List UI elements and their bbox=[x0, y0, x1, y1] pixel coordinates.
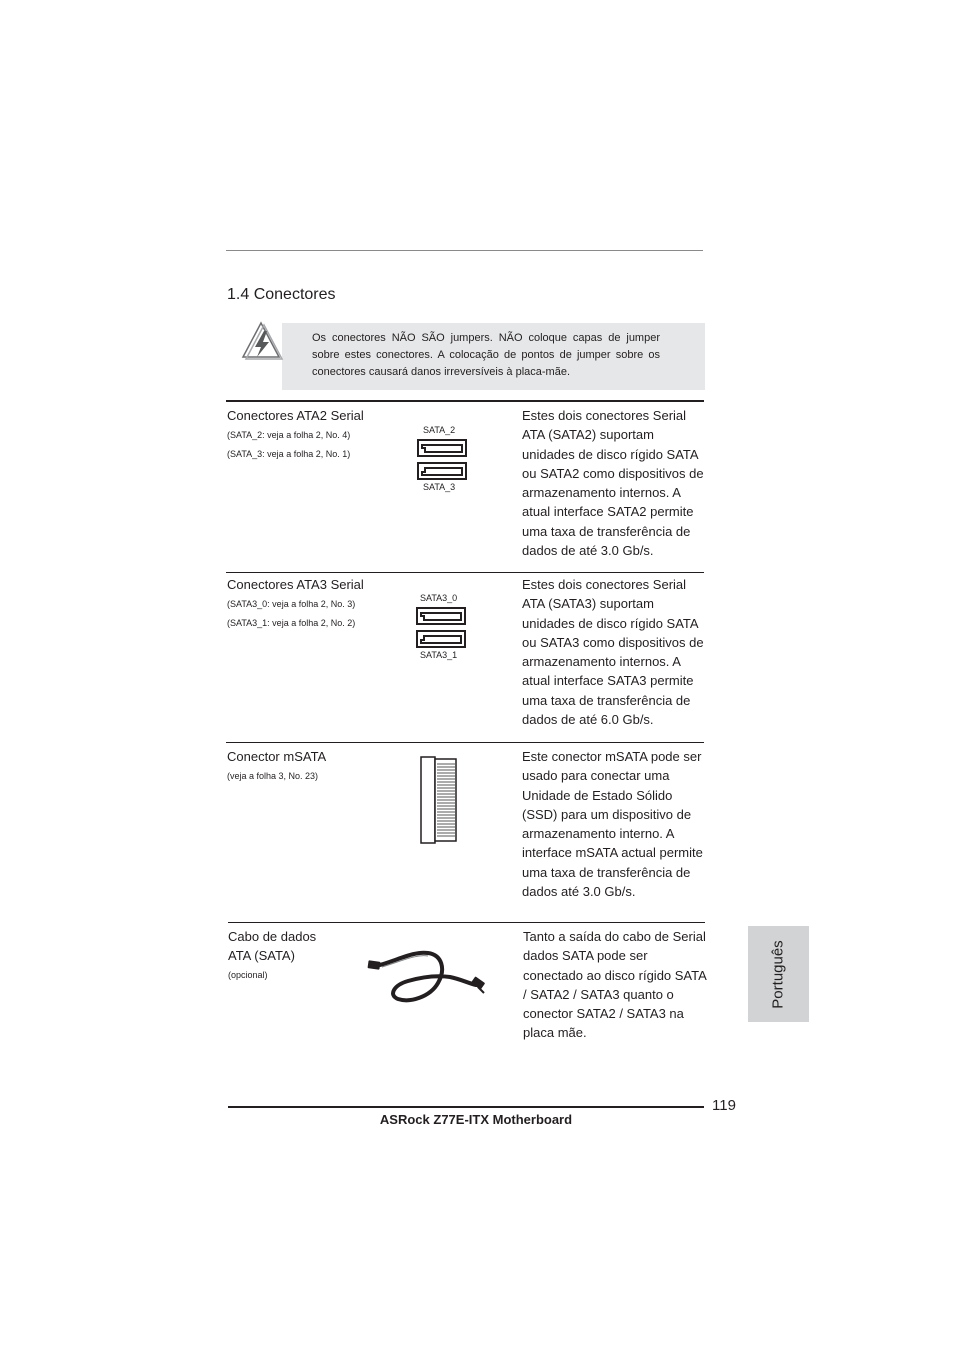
note-line: Os conectores NÃO SÃO jumpers. NÃO coloque capas de jumper bbox=[312, 332, 660, 344]
row-ref: (SATA_3: veja a folha 2, No. 1) bbox=[227, 449, 351, 459]
row-title: Cabo de dados bbox=[228, 929, 317, 944]
row-ref: (SATA_2: veja a folha 2, No. 4) bbox=[227, 430, 351, 440]
connector-label: SATA_2 bbox=[423, 425, 456, 435]
desc-line: unidades de disco rígido SATA bbox=[522, 615, 699, 631]
desc-line: uma taxa de transferência de bbox=[522, 692, 691, 708]
desc-line: ou SATA3 como dispositivos de bbox=[522, 634, 704, 650]
row-ref: (SATA3_1: veja a folha 2, No. 2) bbox=[227, 618, 356, 628]
row-ref: (SATA3_0: veja a folha 2, No. 3) bbox=[227, 599, 356, 609]
desc-line: placa mãe. bbox=[523, 1025, 587, 1041]
connector-label: SATA_3 bbox=[423, 482, 456, 492]
row-ref: (opcional) bbox=[228, 970, 268, 980]
desc-line: uma taxa de transferência de bbox=[522, 864, 691, 880]
row-title: Conector mSATA bbox=[227, 749, 327, 764]
row-divider bbox=[226, 572, 704, 573]
sata-connector-icon bbox=[417, 439, 467, 481]
desc-line: conectado ao disco rígido SATA bbox=[523, 967, 707, 983]
desc-line: Tanto a saída do cabo de Serial bbox=[523, 929, 706, 944]
row-description bbox=[522, 575, 704, 729]
note-line: conectores causará danos irreversíveis à placa-mãe. bbox=[312, 366, 571, 378]
header-rule bbox=[226, 250, 703, 251]
row-divider bbox=[226, 742, 704, 743]
desc-line: armazenamento internos. A bbox=[522, 654, 681, 670]
desc-line: dados até 3.0 Gb/s. bbox=[522, 884, 636, 900]
desc-line: dados SATA pode ser bbox=[523, 948, 648, 964]
footer-text: ASRock Z77E-ITX Motherboard bbox=[379, 1112, 573, 1127]
desc-line: armazenamento internos. A bbox=[522, 485, 681, 501]
row-title: Conectores ATA3 Serial bbox=[227, 577, 364, 592]
warning-lightning-icon bbox=[240, 320, 286, 362]
desc-line: Estes dois conectores Serial bbox=[522, 577, 687, 592]
desc-line: usado para conectar uma bbox=[522, 768, 670, 784]
desc-line: interface mSATA actual permite bbox=[522, 845, 703, 861]
desc-line: uma taxa de transferência de bbox=[522, 523, 691, 539]
connector-label: SATA3_0 bbox=[420, 593, 458, 603]
section-title: 1.4 Conectores bbox=[227, 286, 336, 303]
desc-line: armazenamento interno. A bbox=[522, 826, 675, 842]
desc-line: dados de até 3.0 Gb/s. bbox=[522, 543, 654, 559]
desc-line: dados de até 6.0 Gb/s. bbox=[522, 712, 654, 728]
desc-line: (SSD) para um dispositivo de bbox=[522, 806, 692, 822]
desc-line: ATA (SATA2) suportam bbox=[522, 427, 654, 443]
footer-rule bbox=[228, 1106, 704, 1108]
note-text bbox=[312, 330, 660, 381]
row-title: ATA (SATA) bbox=[228, 948, 295, 963]
sata-cable-image bbox=[360, 945, 490, 1007]
row-description bbox=[522, 406, 704, 560]
row-title: Conectores ATA2 Serial bbox=[227, 408, 364, 423]
language-tab-label bbox=[748, 926, 809, 1022]
desc-line: ou SATA2 como dispositivos de bbox=[522, 465, 704, 481]
msata-connector-icon bbox=[420, 756, 458, 844]
desc-line: conector SATA2 / SATA3 na bbox=[523, 1006, 684, 1022]
note-line: sobre estes conectores. A colocação de pontos de jumper sobre os bbox=[312, 349, 660, 361]
desc-line: Este conector mSATA pode ser bbox=[522, 749, 702, 764]
desc-line: atual interface SATA3 permite bbox=[522, 673, 694, 689]
connector-label: SATA3_1 bbox=[420, 650, 458, 660]
language-label: Português bbox=[770, 939, 788, 1009]
row-ref: (veja a folha 3, No. 23) bbox=[227, 771, 319, 781]
desc-line: / SATA2 / SATA3 quanto o bbox=[523, 986, 674, 1002]
row-divider bbox=[228, 922, 705, 923]
row-description bbox=[522, 747, 703, 901]
desc-line: Estes dois conectores Serial bbox=[522, 408, 687, 423]
desc-line: atual interface SATA2 permite bbox=[522, 504, 694, 520]
row-description bbox=[523, 927, 707, 1043]
desc-line: unidades de disco rígido SATA bbox=[522, 446, 699, 462]
desc-line: ATA (SATA3) suportam bbox=[522, 596, 654, 612]
table-top-rule bbox=[226, 400, 704, 402]
page-number: 119 bbox=[712, 1097, 736, 1114]
sata3-connector-icon bbox=[416, 607, 466, 649]
desc-line: Unidade de Estado Sólido bbox=[522, 787, 673, 803]
